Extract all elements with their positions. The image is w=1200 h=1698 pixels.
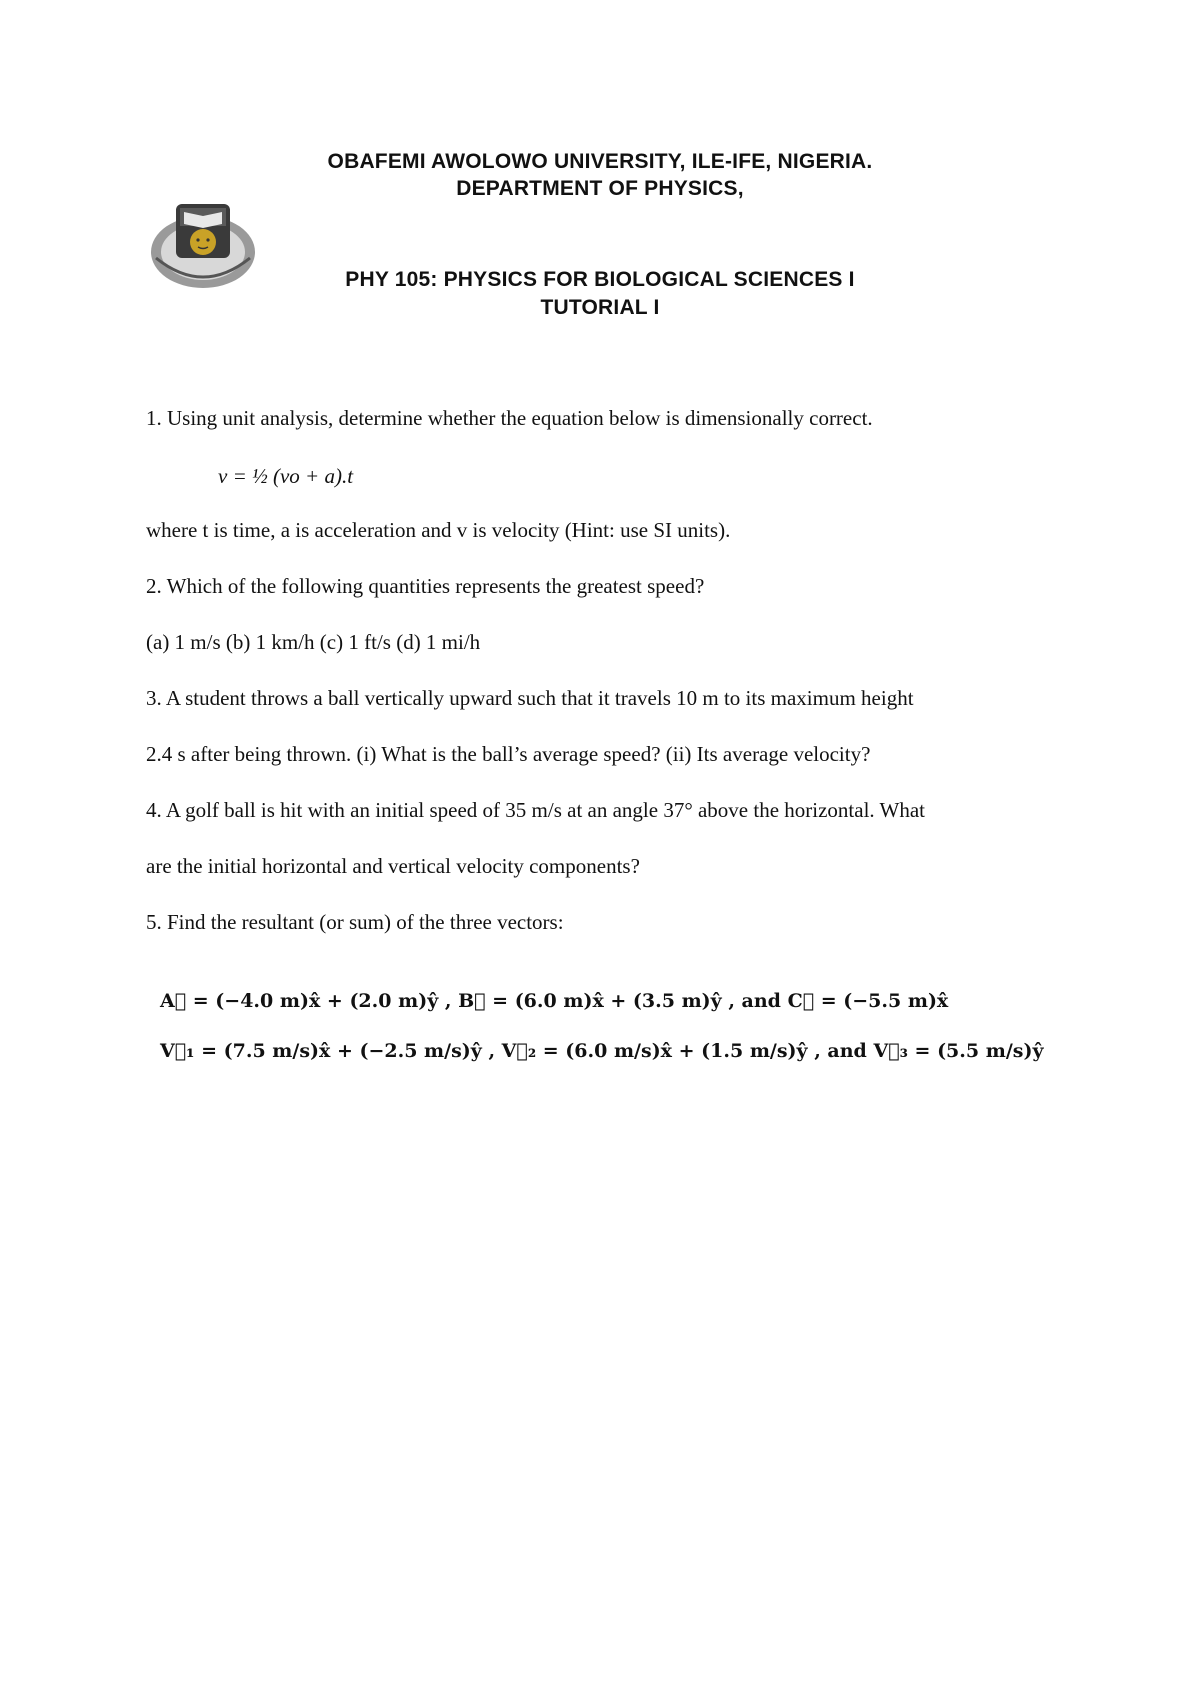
vector-set-1: A⃗ = (−4.0 m)x̂ + (2.0 m)ŷ , B⃗ = (6.0 m)x̂ + (3.5 m)ŷ , and C⃗ = (−5.5 m)x̂ xyxy=(160,990,949,1012)
question-2: 2. Which of the following quantities represents the greatest speed? xyxy=(146,574,705,598)
question-5: 5. Find the resultant (or sum) of the three vectors: xyxy=(146,910,564,934)
question-4-line-2: are the initial horizontal and vertical velocity components? xyxy=(146,854,640,878)
question-3-line-2: 2.4 s after being thrown. (i) What is the ball’s average speed? (ii) Its average velocity? xyxy=(146,742,871,766)
tutorial-title: TUTORIAL I xyxy=(540,296,660,319)
question-2-options: (a) 1 m/s (b) 1 km/h (c) 1 ft/s (d) 1 mi/h xyxy=(146,630,481,654)
university-title: OBAFEMI AWOLOWO UNIVERSITY, ILE-IFE, NIGERIA. xyxy=(327,150,873,173)
question-4-line-1: 4. A golf ball is hit with an initial speed of 35 m/s at an angle 37° above the horizontal. What xyxy=(146,798,926,822)
question-1: 1. Using unit analysis, determine whether the equation below is dimensionally correct. xyxy=(146,406,873,430)
vector-set-2: V⃗₁ = (7.5 m/s)x̂ + (−2.5 m/s)ŷ , V⃗₂ = (6.0 m/s)x̂ + (1.5 m/s)ŷ , and V⃗₃ = (5.5 m/s)ŷ xyxy=(160,1040,1044,1062)
department-title: DEPARTMENT OF PHYSICS, xyxy=(456,177,744,200)
question-1-equation: v = ½ (vo + a).t xyxy=(218,464,354,488)
course-title: PHY 105: PHYSICS FOR BIOLOGICAL SCIENCES I xyxy=(345,268,855,291)
question-3-line-1: 3. A student throws a ball vertically upward such that it travels 10 m to its maximum height xyxy=(146,686,914,710)
question-1-note: where t is time, a is acceleration and v is velocity (Hint: use SI units). xyxy=(146,518,731,542)
